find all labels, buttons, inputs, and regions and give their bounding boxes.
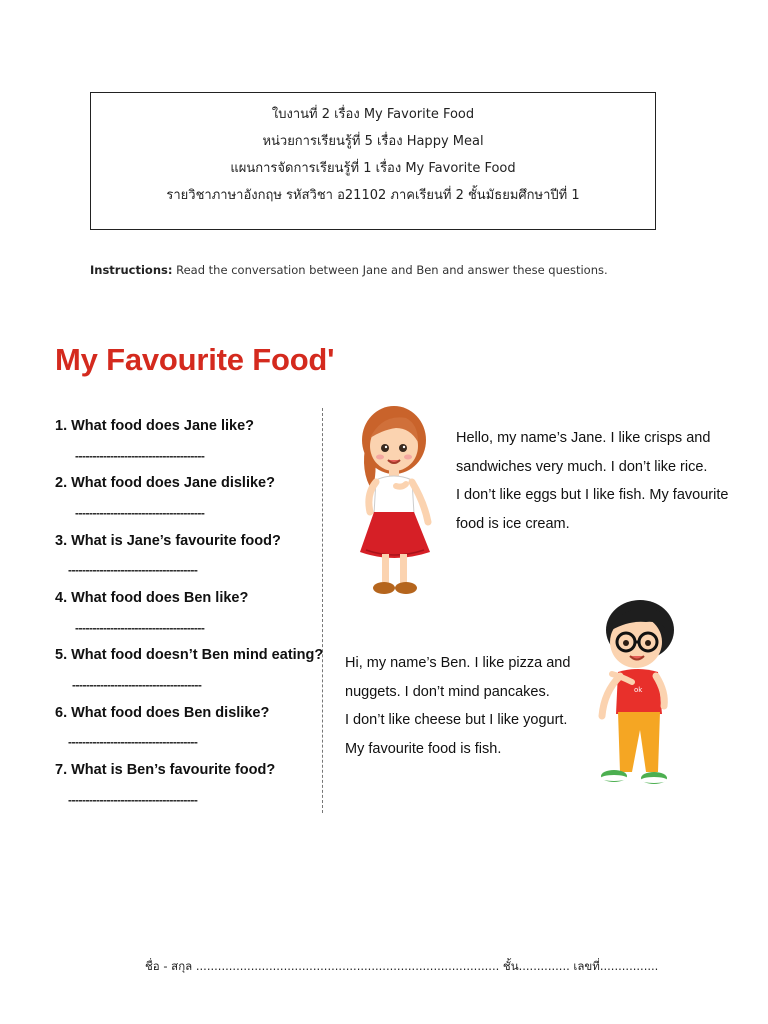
- question-5: 5. What food doesn’t Ben mind eating?: [55, 647, 324, 663]
- instructions-text: Read the conversation between Jane and Ben and answer these questions.: [172, 263, 608, 277]
- svg-text:ok: ok: [634, 686, 643, 694]
- column-divider: [322, 408, 323, 813]
- instructions: [90, 263, 710, 277]
- ben-line-2: nuggets. I don’t mind pancakes.: [345, 683, 550, 700]
- answer-line-3[interactable]: -------------------------------------: [68, 563, 198, 577]
- question-4: 4. What food does Ben like?: [55, 590, 249, 606]
- answer-line-6[interactable]: -------------------------------------: [68, 735, 198, 749]
- answer-line-4[interactable]: -------------------------------------: [75, 621, 205, 635]
- jane-line-3: I don’t like eggs but I like fish. My favourite: [456, 487, 729, 503]
- question-2: 2. What food does Jane dislike?: [55, 475, 275, 491]
- header-unit-line: หน่วยการเรียนรู้ที่ 5 เรื่อง Happy Meal: [262, 134, 484, 149]
- jane-line-2: sandwiches very much. I don’t like rice.: [456, 458, 708, 475]
- worksheet-header-box: [90, 92, 656, 230]
- answer-line-2[interactable]: -------------------------------------: [75, 506, 205, 520]
- question-1: 1. What food does Jane like?: [55, 418, 255, 434]
- ben-paragraph: [345, 649, 570, 763]
- jane-line-4: food is ice cream.: [456, 515, 570, 532]
- answer-line-7[interactable]: -------------------------------------: [68, 793, 198, 807]
- header-worksheet-line: ใบงานที่ 2 เรื่อง My Favorite Food: [271, 107, 475, 122]
- ben-line-3: I don’t like cheese but I like yogurt.: [345, 712, 568, 728]
- jane-line-1: Hello, my name’s Jane. I like crisps and: [456, 430, 711, 446]
- ben-illustration: [592, 596, 684, 792]
- answer-line-1[interactable]: -------------------------------------: [75, 449, 205, 463]
- answer-line-5[interactable]: -------------------------------------: [72, 678, 202, 692]
- question-3: 3. What is Jane’s favourite food?: [55, 533, 281, 549]
- jane-paragraph: [456, 424, 728, 538]
- header-course-line: รายวิชาภาษาอังกฤษ รหัสวิชา อ21102 ภาคเรียนที่ 2 ชั้นมัธยมศึกษาปีที่ 1: [166, 188, 580, 203]
- page-title: My Favourite Food': [55, 342, 335, 377]
- name-class-number-field[interactable]: ชื่อ - สกุล ................................................................................... ชั้น.............. เลขที่................: [145, 959, 659, 973]
- instructions-label: Instructions:: [90, 263, 173, 277]
- question-7: 7. What is Ben’s favourite food?: [55, 762, 276, 778]
- jane-illustration: [352, 402, 442, 602]
- header-plan-line: แผนการจัดการเรียนรู้ที่ 1 เรื่อง My Favorite Food: [230, 161, 516, 176]
- question-6: 6. What food does Ben dislike?: [55, 705, 270, 721]
- ben-line-1: Hi, my name’s Ben. I like pizza and: [345, 655, 571, 671]
- ben-line-4: My favourite food is fish.: [345, 740, 502, 757]
